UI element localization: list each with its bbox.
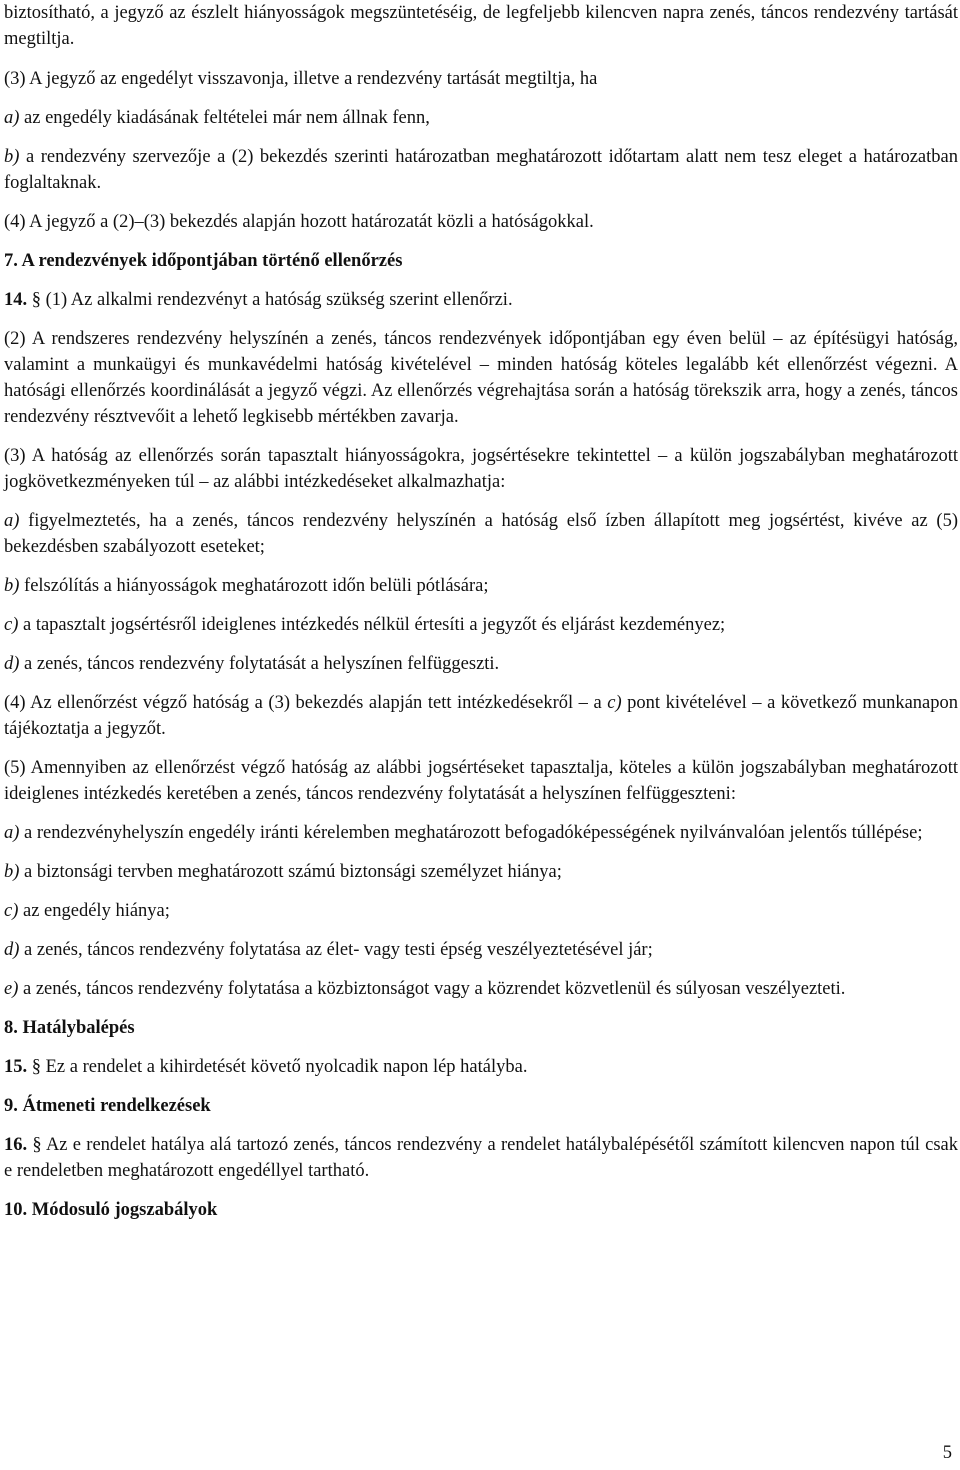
paragraph-text: (3) A hatóság az ellenőrzés során tapasztalt hiányosságokra, jogsértésekre tekintettel – a külön jogszabályban meghatározott jogkövetkezményeken túl – az alábbi intézkedéseket alkalmazhatja: [4,446,958,492]
list-label: c) [4,615,19,635]
paragraph-text: (5) Amennyiben az ellenőrzést végző hatóság az alábbi jogsértéseket tapasztalja, köteles a külön jogszabályban meghatározott ideiglenes intézkedés keretében a zenés, táncos rendezvény folytatását a helyszínen felfüggeszteni: [4,758,958,804]
page-number: 5 [942,1443,952,1463]
paragraph-4 [4,209,958,235]
list-text: a zenés, táncos rendezvény folytatása az élet- vagy testi épség veszélyeztetésével jár; [19,940,653,960]
list-label: b) [4,862,20,882]
list-text: a biztonsági tervben meghatározott számú biztonsági személyzet hiánya; [19,862,562,882]
section-16 [4,1132,958,1184]
list-text: felszólítás a hiányosságok meghatározott időn belüli pótlására; [19,576,489,596]
paragraph-text: biztosítható, a jegyző az észlelt hiányosságok megszüntetéséig, de legfeljebb kilencven napra zenés, táncos rendezvény tartását megtiltja. [4,3,958,49]
section-sign: § [31,1057,41,1077]
list-item-c [4,898,958,924]
section-heading-8: 8. Hatálybalépés [4,1018,135,1038]
section-sign: § [31,290,41,310]
list-item-d [4,937,958,963]
paragraph-4-notification [4,690,958,742]
paragraph-text: (4) Az ellenőrzést végző hatóság a (3) bekezdés alapján tett intézkedésekről – a [4,693,608,713]
list-item-c [4,612,958,638]
paragraph-text: (2) A rendszeres rendezvény helyszínén a zenés, táncos rendezvények időpontjában egy éven belül – az építésügyi hatóság, valamint a munkaügyi és munkavédelmi hatóság kivételével – minden hatóság köteles legalább két ellenőrzést végezni. A hatósági ellenőrzés koordinálását a jegyző végzi. Az ellenőrzés végrehajtása során a hatóság törekszik arra, hogy a zenés, táncos rendezvény résztvevőit a lehető legkisebb mértékben zavarja. [4,329,958,427]
list-label: a) [4,108,20,128]
list-text: figyelmeztetés, ha a zenés, táncos rendezvény helyszínén a hatóság első ízben állapított meg jogsértést, kivéve az (5) bekezdésben szabályozott eseteket; [4,511,958,557]
list-item-a [4,105,958,131]
paragraph-3 [4,66,958,92]
section-sign: § [32,1135,42,1155]
section-heading-9: 9. Átmeneti rendelkezések [4,1096,211,1116]
document-page [4,0,958,1223]
list-label: d) [4,654,20,674]
list-text: a zenés, táncos rendezvény folytatását a helyszínen felfüggeszti. [19,654,500,674]
list-text: a zenés, táncos rendezvény folytatása a közbiztonságot vagy a közrendet közvetlenül és súlyosan veszélyezteti. [18,979,846,999]
paragraph-continuation [4,0,958,52]
list-text: az engedély hiánya; [18,901,170,921]
list-item-a [4,820,958,846]
list-text: a tapasztalt jogsértésről ideiglenes intézkedés nélkül értesíti a jegyzőt és eljárást kezdeményez; [18,615,726,635]
paragraph-5 [4,755,958,807]
list-label: a) [4,511,20,531]
inline-label: c) [607,693,622,713]
list-item-b [4,859,958,885]
list-item-e [4,976,958,1002]
section-text: Az e rendelet hatálya alá tartozó zenés, táncos rendezvény a rendelet hatálybalépésétől számított kilencven napon túl csak e rendeletben meghatározott engedéllyel tartható. [4,1135,959,1181]
list-label: e) [4,979,19,999]
section-number: 16. [4,1135,28,1155]
section-text: Ez a rendelet a kihirdetését követő nyolcadik napon lép hatályba. [41,1057,528,1077]
list-item-b [4,573,958,599]
list-label: a) [4,823,20,843]
section-number: 14. [4,290,28,310]
list-item-b [4,144,958,196]
list-item-a [4,508,958,560]
section-heading-10: 10. Módosuló jogszabályok [4,1200,218,1220]
list-label: b) [4,576,20,596]
list-label: d) [4,940,20,960]
paragraph-text: (3) A jegyző az engedélyt visszavonja, illetve a rendezvény tartását megtiltja, ha [4,69,598,89]
list-text: a rendezvény szervezője a (2) bekezdés szerinti határozatban meghatározott időtartam alatt nem tesz eleget a határozatban foglaltaknak. [4,147,958,193]
list-text: a rendezvényhelyszín engedély iránti kérelemben meghatározott befogadóképességének nyilvánvalóan jelentős túllépése; [19,823,923,843]
paragraph-3-measures [4,443,958,495]
paragraph-2 [4,326,958,430]
list-label: c) [4,901,19,921]
list-label: b) [4,147,20,167]
section-number: 15. [4,1057,28,1077]
section-15 [4,1054,958,1080]
section-14 [4,287,958,313]
paragraph-text: pont kivételével – a következő munkanapon tájékoztatja a jegyzőt. [4,693,958,739]
list-item-d [4,651,958,677]
list-text: az engedély kiadásának feltételei már nem állnak fenn, [19,108,430,128]
section-heading-7: 7. A rendezvények időpontjában történő ellenőrzés [4,251,403,271]
section-text: (1) Az alkalmi rendezvényt a hatóság szükség szerint ellenőrzi. [41,290,513,310]
paragraph-text: (4) A jegyző a (2)–(3) bekezdés alapján hozott határozatát közli a hatóságokkal. [4,212,594,232]
